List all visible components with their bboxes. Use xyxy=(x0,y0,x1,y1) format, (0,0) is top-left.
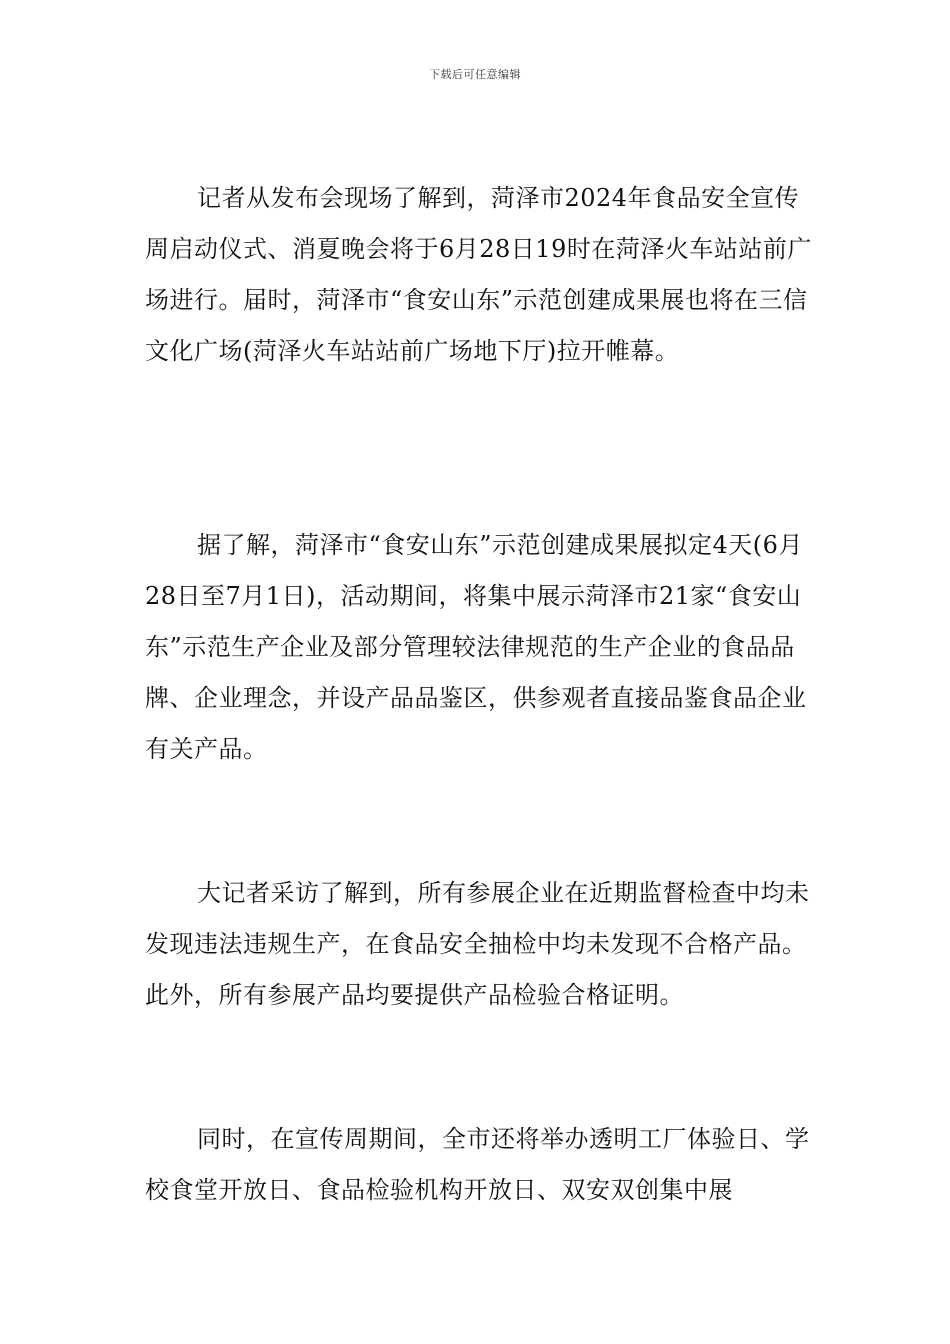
paragraph-publicity-week-events: 同时，在宣传周期间，全市还将举办透明工厂体验日、学校食堂开放日、食品检验机构开放日、双安双创集中展 xyxy=(145,1125,810,1204)
paragraph-press-conference: 记者从发布会现场了解到，菏泽市2024年食品安全宣传周启动仪式、消夏晚会将于6月28日19时在菏泽火车站站前广场进行。届时，菏泽市“食安山东”示范创建成果展也将在三信文化广场(菏泽火车站站前广场地下厅)拉开帷幕。 xyxy=(145,184,812,365)
paragraph-inspection-results: 大记者采访了解到，所有参展企业在近期监督检查中均未发现违法违规生产，在食品安全抽检中均未发现不合格产品。此外，所有参展产品均要提供产品检验合格证明。 xyxy=(145,879,810,1009)
paragraph-exhibition-details: 据了解，菏泽市“食安山东”示范创建成果展拟定4天(6月28日至7月1日)，活动期间，将集中展示菏泽市21家“食安山东”示范生产企业及部分管理较法律规范的生产企业的食品品牌、企业理念，并设产品品鉴区，供参观者直接品鉴食品企业有关产品。 xyxy=(145,531,807,763)
header-note: 下载后可任意编辑 xyxy=(429,68,521,81)
